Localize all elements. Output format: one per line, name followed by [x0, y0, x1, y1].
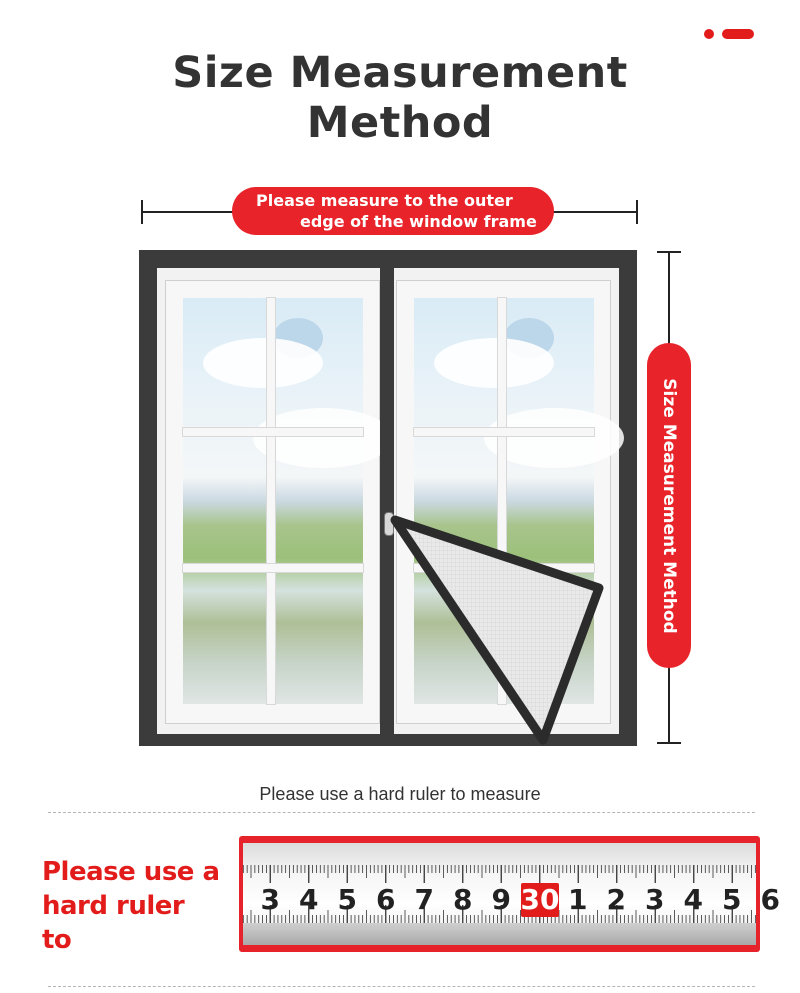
ruler-number: 6 — [760, 883, 780, 916]
red-dot-decoration — [704, 29, 714, 39]
measuring-ruler — [243, 843, 780, 945]
ruler-number: 3 — [260, 883, 280, 916]
height-dimension-cap-bottom — [657, 742, 681, 744]
width-dimension-cap-right — [636, 200, 638, 224]
width-measure-label — [232, 187, 554, 235]
height-measure-label — [647, 343, 691, 668]
hard-ruler-callout-line2: hard ruler to — [42, 891, 185, 955]
page-title-line1: Size Measurement — [172, 48, 628, 98]
ruler-number: 3 — [645, 883, 665, 916]
ruler-number: 30 — [520, 883, 560, 916]
window-muntin — [267, 298, 275, 704]
width-dimension-cap-left — [141, 200, 143, 224]
page-title — [0, 48, 800, 148]
ruler-number: 4 — [683, 883, 703, 916]
window-muntin — [183, 428, 363, 436]
page-title-line2: Method — [306, 98, 494, 148]
height-dimension-cap-top — [657, 251, 681, 253]
ruler-number: 7 — [414, 883, 434, 916]
ruler-base — [243, 923, 756, 945]
ruler-number: 9 — [491, 883, 511, 916]
mesh-curl-corner — [391, 518, 611, 748]
ruler-numbers — [251, 883, 790, 917]
ruler-number: 5 — [337, 883, 357, 916]
ruler-number: 4 — [299, 883, 319, 916]
ruler-number: 8 — [453, 883, 473, 916]
window-screen-frame — [139, 250, 637, 746]
divider-line — [48, 986, 755, 987]
window-glass-left — [183, 298, 363, 704]
red-dash-decoration — [722, 29, 754, 39]
window-sash-left — [165, 280, 380, 724]
window-muntin — [183, 564, 363, 572]
ruler-number: 5 — [722, 883, 742, 916]
width-measure-label-line2: edge of the window frame — [300, 212, 537, 231]
hard-ruler-callout — [42, 855, 222, 957]
ruler-number: 6 — [376, 883, 396, 916]
height-measure-label-text: Size Measurement Method — [659, 377, 679, 634]
divider-line — [48, 812, 755, 813]
ruler-number: 2 — [606, 883, 626, 916]
hard-ruler-callout-line1: Please use a — [42, 857, 220, 887]
ruler-highlight-box — [239, 836, 780, 952]
width-measure-label-line1: Please measure to the outer — [256, 191, 513, 210]
ruler-caption: Please use a hard ruler to measure — [259, 784, 541, 804]
ruler-number: 1 — [568, 883, 588, 916]
window-muntin — [414, 428, 594, 436]
